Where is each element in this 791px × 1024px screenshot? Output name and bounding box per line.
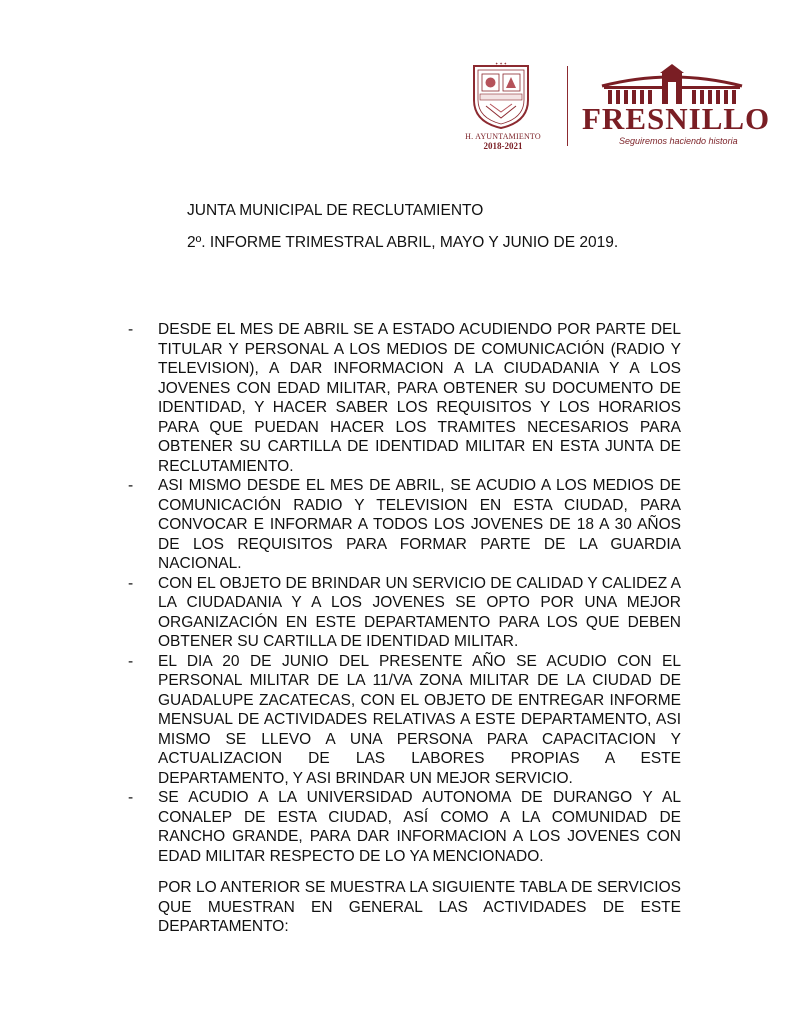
period-label: 2018-2021 — [483, 141, 523, 151]
header-divider — [567, 66, 568, 146]
closing-paragraph: POR LO ANTERIOR SE MUESTRA LA SIGUIENTE TABLA DE SERVICIOS QUE MUESTRAN EN GENERAL LAS ACTIVIDADES DE ESTE DEPARTAMENTO: — [158, 879, 681, 935]
bullet-marker: - — [128, 321, 134, 338]
document-title: JUNTA MUNICIPAL DE RECLUTAMIENTO — [187, 202, 484, 219]
bullet-marker: - — [128, 652, 134, 670]
list-item-text: CON EL OBJETO DE BRINDAR UN SERVICIO DE CALIDAD Y CALIDEZ A LA CIUDADANIA Y A LOS JOVENES SE OPTO POR UNA MEJOR ORGANIZACIÓN EN ESTE DEPARTAMENTO PARA LOS QUE DEBEN OBTENER SU CARTILLA DE IDENTIDAD MILITAR. — [158, 574, 681, 650]
building-skyline-icon — [582, 64, 762, 106]
list-item — [118, 788, 681, 866]
bullet-marker: - — [128, 574, 134, 592]
list-item — [118, 652, 681, 789]
list-item — [118, 476, 681, 574]
list-item-text: DESDE EL MES DE ABRIL SE A ESTADO ACUDIENDO POR PARTE DEL TITULAR Y PERSONAL A LOS MEDIOS DE COMUNICACIÓN (RADIO Y TELEVISION), A DAR INFORMACION A LA CIUDADANIA Y A LOS JOVENES CON EDAD MILITAR, PARA OBTENER SU DOCUMENTO DE IDENTIDAD, Y HACER SABER LOS REQUISITOS Y LOS HORARIOS PARA QUE PUEDAN HACER LOS TRAMITES NECESARIOS PARA OBTENER SU CARTILLA DE IDENTIDAD MILITAR EN ESTA JUNTA DE RECLUTAMIENTO. — [158, 321, 681, 475]
coat-of-arms-icon — [468, 60, 534, 130]
bullet-marker: - — [128, 789, 134, 806]
document-subtitle: 2º. INFORME TRIMESTRAL ABRIL, MAYO Y JUNIO DE 2019. — [187, 234, 619, 251]
brand-name: FRESNILLO — [582, 101, 771, 136]
activity-list — [118, 320, 681, 866]
list-item-text: ASI MISMO DESDE EL MES DE ABRIL, SE ACUDIO A LOS MEDIOS DE COMUNICACIÓN RADIO Y TELEVISION EN ESTA CIUDAD, PARA CONVOCAR E INFORMAR A TODOS LOS JOVENES DE 18 A 30 AÑOS DE LOS REQUISITOS PARA FORMAR PARTE DE LA GUARDIA NACIONAL. — [158, 477, 681, 572]
municipal-seal — [460, 60, 546, 150]
bullet-marker: - — [128, 477, 134, 494]
list-item-text: EL DIA 20 DE JUNIO DEL PRESENTE AÑO SE ACUDIO CON EL PERSONAL MILITAR DE LA 11/VA ZONA MILITAR DE LA CIUDAD DE GUADALUPE ZACATECAS, CON EL OBJETO DE ENTREGAR INFORME MENSUAL DE ACTIVIDADES RELATIVAS A ESTE DEPARTAMENTO, ASI MISMO SE LLEVO A UNA PERSONA PARA CAPACITACION Y ACTUALIZACION DE LAS LABORES PROPIAS A ESTE DEPARTAMENTO, Y ASI BRINDAR UN MEJOR SERVICIO. — [158, 652, 681, 787]
ayuntamiento-label: H. AYUNTAMIENTO — [465, 132, 541, 141]
letterhead — [456, 58, 771, 154]
svg-text:✦ ✦ ✦: ✦ ✦ ✦ — [494, 61, 508, 66]
fresnillo-logo — [582, 64, 771, 150]
list-item-text: SE ACUDIO A LA UNIVERSIDAD AUTONOMA DE DURANGO Y AL CONALEP DE ESTA CIUDAD, ASÍ COMO A LA COMUNIDAD DE RANCHO GRANDE, PARA DAR INFORMACION A LOS JOVENES CON EDAD MILITAR RESPECTO DE LO YA MENCIONADO. — [158, 789, 681, 865]
list-item — [118, 320, 681, 476]
list-item — [118, 574, 681, 652]
brand-tagline: Seguiremos haciendo historia — [619, 136, 738, 146]
